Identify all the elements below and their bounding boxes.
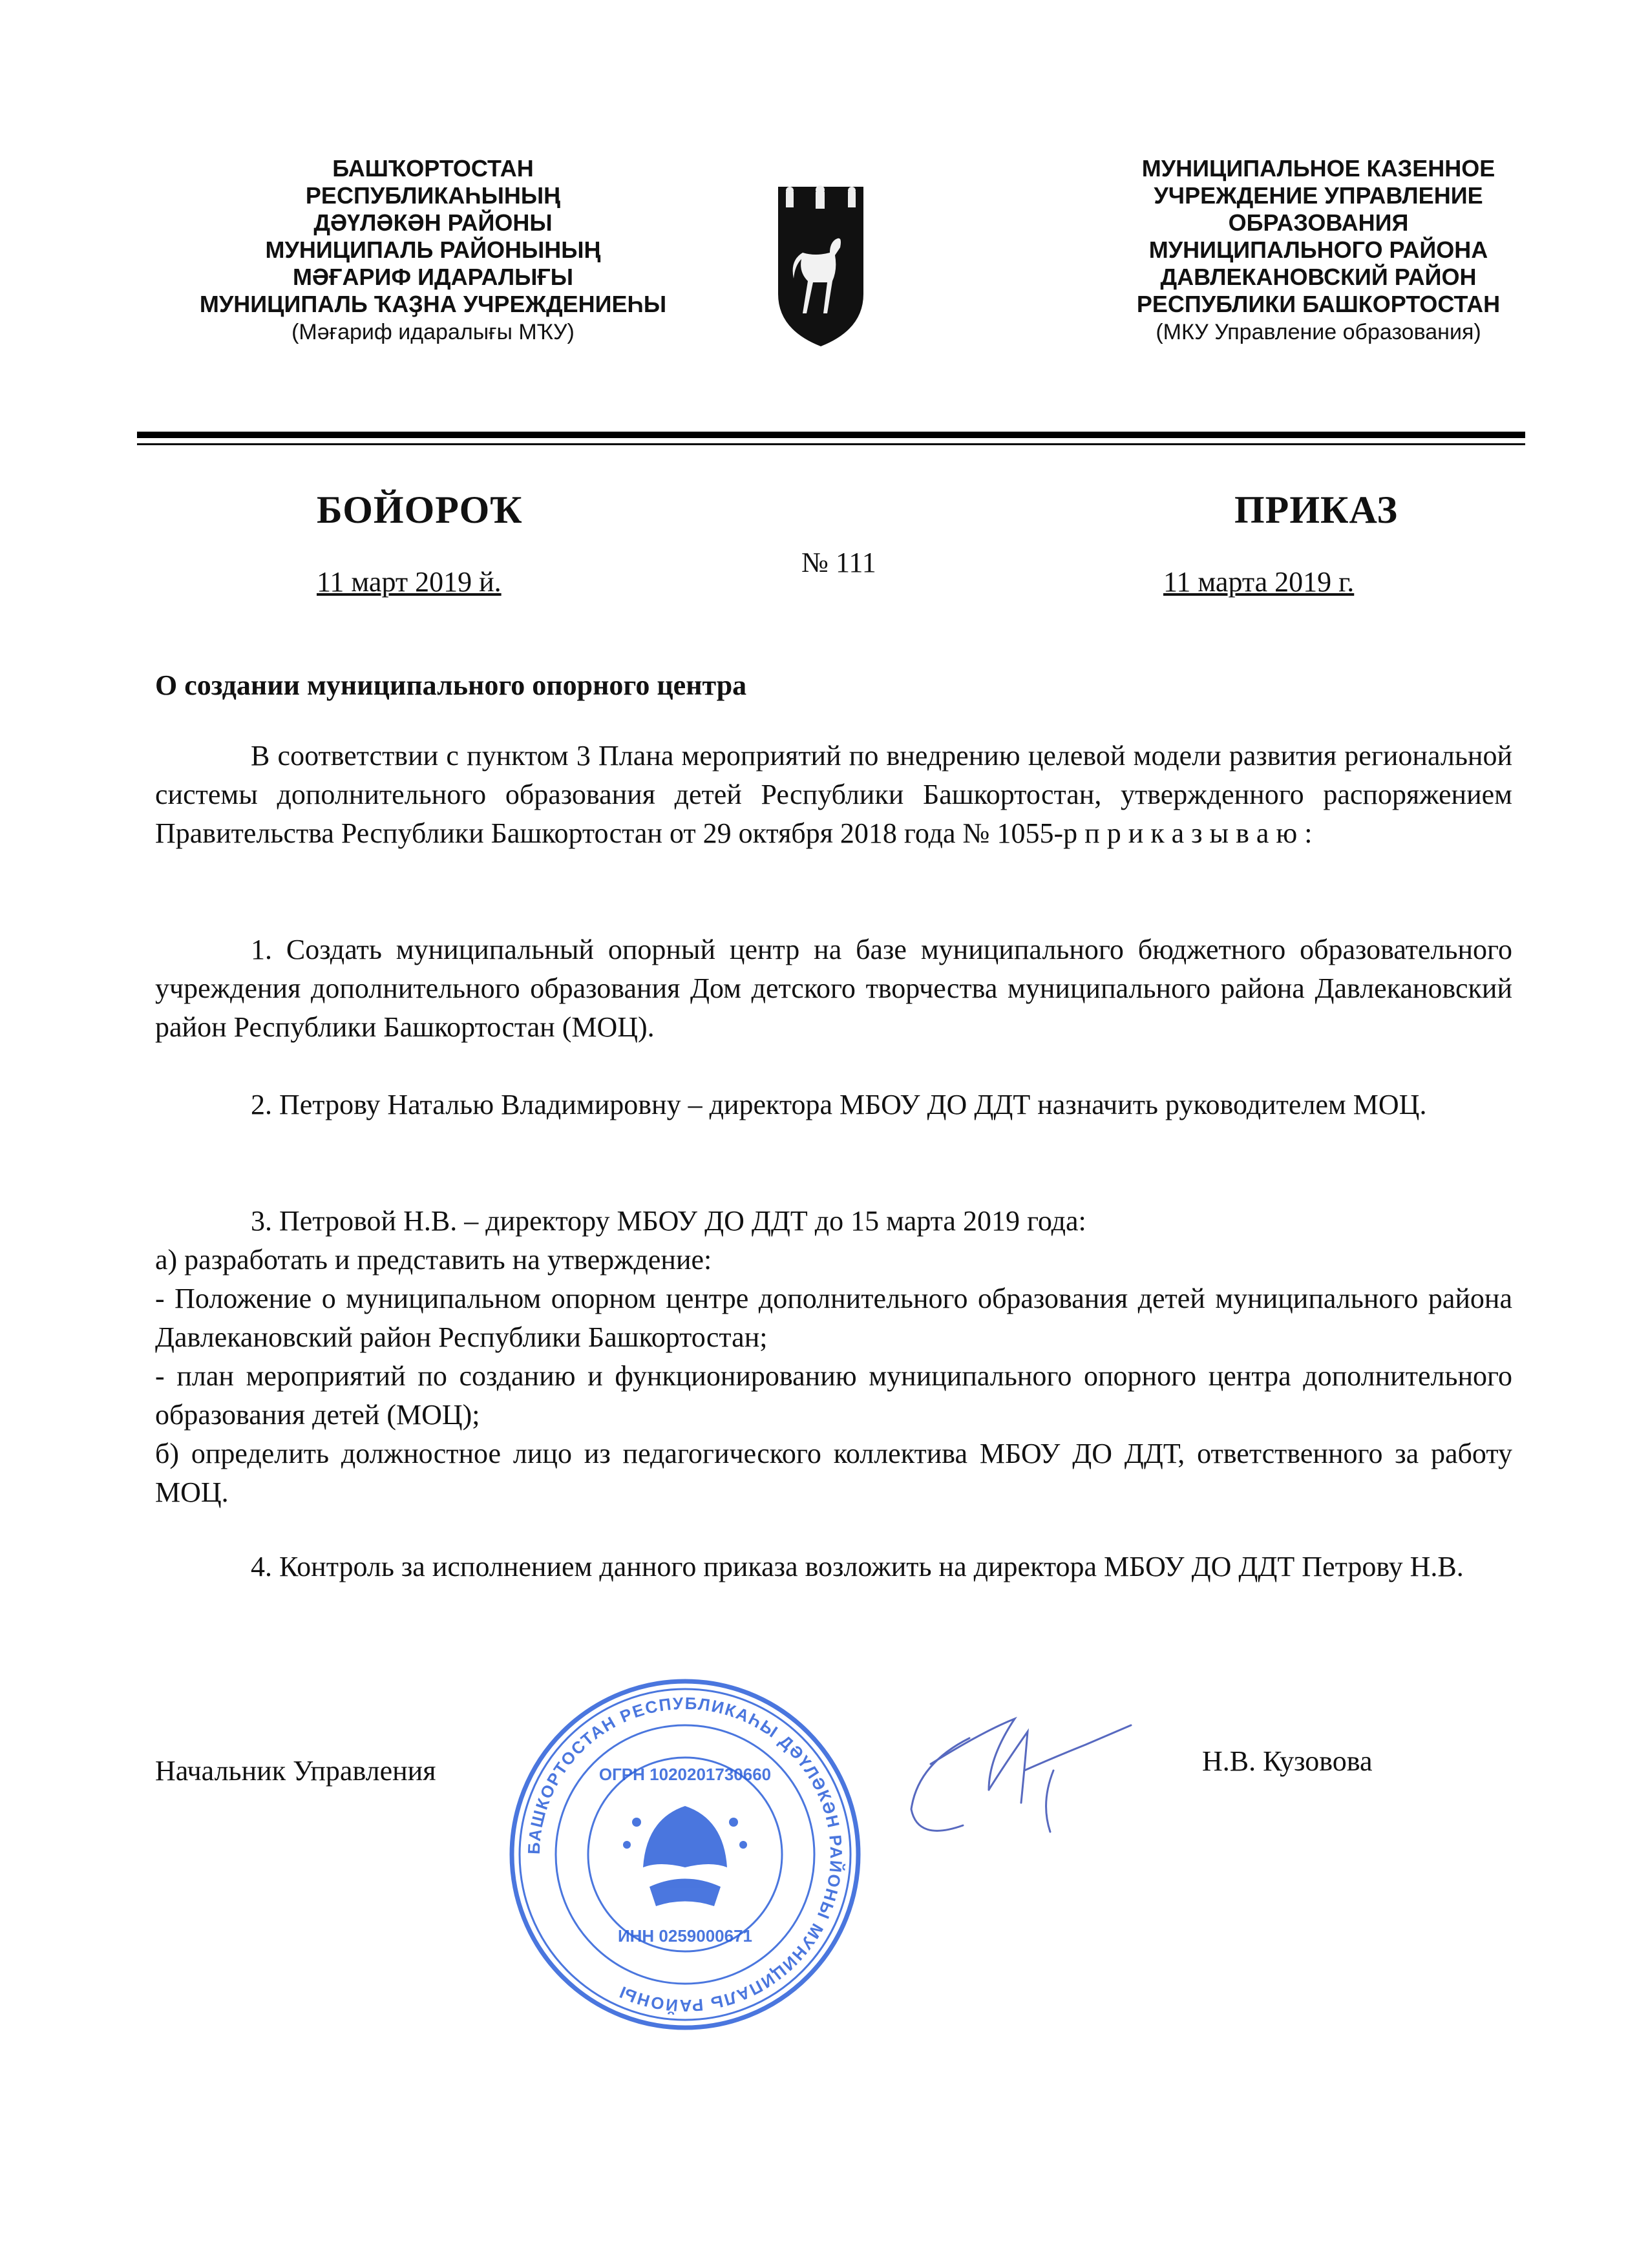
header-line: МУНИЦИПАЛЬ ҠАҘНА УЧРЕЖДЕНИЕҺЫ bbox=[199, 291, 667, 317]
header-bashkir bbox=[116, 155, 750, 346]
stamp-ogrn: ОГРН 1020201730660 bbox=[598, 1765, 772, 1784]
header-abbrev: (Мәғариф идаралығы МҠУ) bbox=[291, 320, 575, 344]
intro-paragraph: В соответствии с пунктом 3 Плана мероприятий по внедрению целевой модели развития региональной системы дополнительного образования детей Республики Башкортостан, утвержденного распоряжением Правительства Республики Башкортостан от 29 октября 2018 года № 1055-р п р и к а з ы в а ю : bbox=[155, 740, 1512, 849]
order-date-bashkir: 11 март 2019 й. bbox=[317, 566, 502, 598]
order-item-3-a1: - Положение о муниципальном опорном центре дополнительного образования детей муниципального района Давлекановский район Республики Башкортостан; bbox=[155, 1283, 1512, 1353]
header-line: МУНИЦИПАЛЬНОГО РАЙОНА bbox=[1148, 236, 1488, 263]
header-line: РЕСПУБЛИКИ БАШКОРТОСТАН bbox=[1136, 291, 1501, 317]
order-item-3-lead: 3. Петровой Н.В. – директору МБОУ ДО ДДТ до 15 марта 2019 года: bbox=[251, 1205, 1086, 1237]
order-date-russian: 11 марта 2019 г. bbox=[1163, 566, 1355, 598]
official-stamp bbox=[504, 1674, 866, 2035]
stamp-ring-text: БАШКОРТОСТАН РЕСПУБЛИКАҺЫ ДӘҮЛӘКӘН РАЙОНЫ МУНИЦИПАЛЬ РАЙОНЫ bbox=[523, 1693, 847, 2016]
handwritten-signature bbox=[892, 1693, 1150, 1848]
order-item-3-b: б) определить должностное лицо из педагогического коллектива МБОУ ДО ДДТ, ответственного за работу МОЦ. bbox=[155, 1438, 1512, 1508]
order-item-2: 2. Петрову Наталью Владимировну – директора МБОУ ДО ДДТ назначить руководителем МОЦ. bbox=[251, 1089, 1427, 1120]
signer-name: Н.В. Кузовова bbox=[1202, 1745, 1373, 1777]
header-line: БАШҠОРТОСТАН bbox=[332, 155, 534, 182]
header-russian bbox=[1008, 155, 1629, 346]
header-abbrev: (МКУ Управление образования) bbox=[1156, 320, 1481, 344]
header-divider bbox=[137, 432, 1525, 438]
order-item-4: 4. Контроль за исполнением данного приказа возложить на директора МБОУ ДО ДДТ Петрову Н.В. bbox=[251, 1551, 1464, 1582]
header-line: МӘҒАРИФ ИДАРАЛЫҒЫ bbox=[292, 264, 574, 290]
order-subject: О создании муниципального опорного центра bbox=[155, 669, 747, 701]
header-line: ОБРАЗОВАНИЯ bbox=[1228, 209, 1409, 236]
order-item-3-a2: - план мероприятий по созданию и функционированию муниципального опорного центра дополнительного образования детей (МОЦ); bbox=[155, 1360, 1512, 1431]
header-line: РЕСПУБЛИКАҺЫНЫҢ bbox=[305, 182, 561, 209]
order-number: № 111 bbox=[801, 547, 876, 578]
signer-title: Начальник Управления bbox=[155, 1755, 436, 1787]
coat-of-arms-icon bbox=[776, 184, 866, 349]
header-line: ДӘҮЛӘКӘН РАЙОНЫ bbox=[313, 209, 553, 236]
order-title-bashkir: БОЙОРОҠ bbox=[317, 488, 523, 531]
order-title-russian: ПРИКАЗ bbox=[1234, 488, 1399, 531]
header-divider-thin bbox=[137, 443, 1525, 445]
order-item-1: 1. Создать муниципальный опорный центр на базе муниципального бюджетного образовательного учреждения дополнительного образования Дом детского творчества муниципального района Давлекановский район Республики Башкортостан (МОЦ). bbox=[155, 934, 1512, 1043]
header-line: УЧРЕЖДЕНИЕ УПРАВЛЕНИЕ bbox=[1154, 182, 1483, 209]
header-line: ДАВЛЕКАНОВСКИЙ РАЙОН bbox=[1160, 264, 1477, 290]
order-item-3 bbox=[155, 1202, 1512, 1512]
order-item-3-a: а) разработать и представить на утверждение: bbox=[155, 1244, 712, 1276]
stamp-emblem-icon bbox=[623, 1806, 747, 1906]
header-line: МУНИЦИПАЛЬНОЕ КАЗЕННОЕ bbox=[1141, 155, 1495, 182]
header-line: МУНИЦИПАЛЬ РАЙОНЫНЫҢ bbox=[265, 236, 601, 263]
stamp-inn: ИНН 0259000671 bbox=[617, 1926, 753, 1946]
